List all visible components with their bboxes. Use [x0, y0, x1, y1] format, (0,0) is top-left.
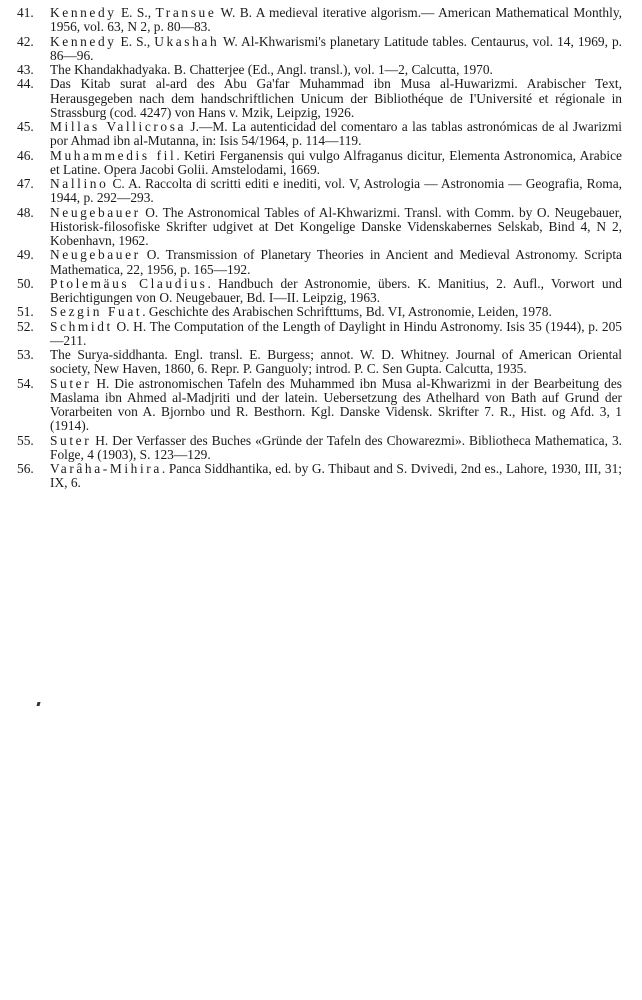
- reference-entry: [17, 6, 622, 35]
- reference-entry: [17, 63, 622, 77]
- reference-text: W. B. A medieval iterative algorism.— American Mathematical Monthly, 1956, vol. 63, N 2, p. 80—83.: [50, 5, 622, 35]
- reference-entry: [17, 434, 622, 463]
- ink-speck: [36, 702, 40, 706]
- reference-number: 43.: [17, 62, 34, 77]
- reference-author: Neugebauer: [50, 247, 141, 263]
- reference-text: . Handbuch der Astronomie, übers. K. Manitius, 2. Aufl., Vorwort und Berichtigungen von O. Neugebauer, Bd. I—II. Leipzig, 1963.: [50, 275, 622, 305]
- reference-number: 44.: [17, 76, 34, 92]
- reference-author: Suter: [50, 375, 92, 391]
- reference-entry: [17, 348, 622, 377]
- reference-number: 53.: [17, 347, 34, 362]
- reference-author: Sezgin Fuat: [50, 304, 143, 320]
- reference-author: Varâha-Mihira: [50, 461, 162, 476]
- reference-coauthor: Ukashah: [154, 33, 220, 49]
- reference-text: J.—M. La autenticidad del comentaro a las tablas astronómicas de al Jwarizmi por Ahmad ibn al-Mutanna, in: Isis 54/1964, p. 114—119.: [50, 119, 622, 149]
- reference-text: The Khandakhadyaka. B. Chatterjee (Ed., Angl. transl.), vol. 1—2, Calcutta, 1970.: [50, 62, 493, 77]
- reference-author: Millas Vallicrosa: [50, 119, 187, 134]
- reference-number: 45.: [17, 119, 34, 134]
- reference-entry: [17, 462, 622, 491]
- reference-number: 42.: [17, 33, 34, 49]
- reference-entry: [17, 35, 622, 64]
- reference-author-initials: E. S.,: [116, 5, 156, 20]
- reference-entry: [17, 305, 622, 319]
- bibliography-page: [17, 6, 622, 491]
- reference-text: O. Transmission of Planetary Theories in Ancient and Medieval Astronomy. Scripta Mathematica, 22, 1956, p. 165—192.: [50, 247, 622, 277]
- reference-author-initials: E. S.,: [116, 33, 155, 49]
- reference-author: Nallino: [50, 176, 109, 191]
- reference-coauthor: Transue: [155, 5, 217, 20]
- reference-author: Kennedy: [50, 33, 117, 49]
- reference-entry: [17, 177, 622, 206]
- reference-text: W. Al-Khwarismi's planetary Latitude tables. Centaurus, vol. 14, 1969, p. 86—96.: [50, 33, 622, 63]
- reference-number: 51.: [17, 304, 34, 320]
- reference-number: 41.: [17, 5, 34, 20]
- reference-entry: [17, 377, 622, 434]
- reference-text: Das Kitab surat al-ard des Abu Ga'far Muhammad ibn Musa al-Huwarizmi. Arabischer Text, Herausgegeben nach dem handschriftlichen Unicum der Bibliothéque de I'Université et régionale in Strassburg (cod. 4247) von Hans v. Mzik, Leipzig, 1926.: [50, 76, 622, 120]
- reference-entry: [17, 120, 622, 149]
- reference-entry: [17, 149, 622, 178]
- reference-number: 55.: [17, 432, 34, 448]
- reference-author: Kennedy: [50, 5, 117, 20]
- reference-text: . Panca Siddhantika, ed. by G. Thibaut and S. Dvivedi, 2nd es., Lahore, 1930, III, 31; IX, 6.: [50, 461, 622, 491]
- reference-text: . Geschichte des Arabischen Schrifttums, Bd. VI, Astronomie, Leiden, 1978.: [142, 304, 552, 320]
- reference-number: 54.: [17, 375, 34, 391]
- reference-text: C. A. Raccolta di scritti editi e inediti, vol. V, Astrologia — Astronomia — Geografia, Roma, 1944, p. 292—293.: [50, 176, 622, 206]
- reference-number: 56.: [17, 461, 34, 476]
- reference-number: 47.: [17, 176, 34, 191]
- reference-text: H. Die astronomischen Tafeln des Muhammed ibn Musa al-Khwarizmi in der Bearbeitung des Maslama ibn Ahmed al-Madjriti und der latein. Uebersetzung des Athelhard von Bath auf Grund der Vorarbeiten von A. Bjornbo und R. Besthorn. Kgl. Danske Vidensk. Skrifter 7. R., Hist. og Afd. 3, 1 (1914).: [50, 375, 622, 434]
- reference-text: H. Der Verfasser des Buches «Gründe der Tafeln des Chowarezmi». Bibliotheca Mathematica, 3. Folge, 4 (1903), S. 123—129.: [50, 432, 622, 462]
- reference-entry: [17, 77, 622, 120]
- reference-entry: [17, 248, 622, 277]
- reference-text: O. H. The Computation of the Length of Daylight in Hindu Astronomy. Isis 35 (1944), p. 205—211.: [50, 318, 622, 348]
- reference-author: Schmidt: [50, 318, 113, 334]
- reference-text: The Surya-siddhanta. Engl. transl. E. Burgess; annot. W. D. Whitney. Journal of American Oriental society, New Haven, 1860, 6. Repr. P. Ganguoly; introd. P. C. Sen Gupta. Calcutta, 1935.: [50, 347, 622, 377]
- reference-number: 52.: [17, 318, 34, 334]
- reference-number: 46.: [17, 147, 34, 163]
- reference-number: 50.: [17, 275, 34, 291]
- reference-text: . Ketiri Ferganensis qui vulgo Alfraganus dicitur, Elementa Astronomica, Arabice et Latine. Opera Jacobi Golii. Amstelodami, 1669.: [50, 147, 622, 177]
- reference-number: 49.: [17, 247, 34, 263]
- reference-number: 48.: [17, 204, 34, 220]
- reference-text: O. The Astronomical Tables of Al-Khwarizmi. Transl. with Comm. by O. Neugebauer, Historisk-filosofiske Skrifter udgivet at Det Kongelige Danske Videnskabernes Selskab, Bind 4, N 2, Kobenhavn, 1962.: [50, 204, 622, 248]
- reference-entry: [17, 320, 622, 349]
- reference-author: Ptolemäus Claudius: [50, 275, 208, 291]
- reference-entry: [17, 277, 622, 306]
- reference-author: Suter: [50, 432, 92, 448]
- reference-author: Neugebauer: [50, 204, 141, 220]
- reference-author: Muhammedis fil: [50, 147, 177, 163]
- reference-entry: [17, 206, 622, 249]
